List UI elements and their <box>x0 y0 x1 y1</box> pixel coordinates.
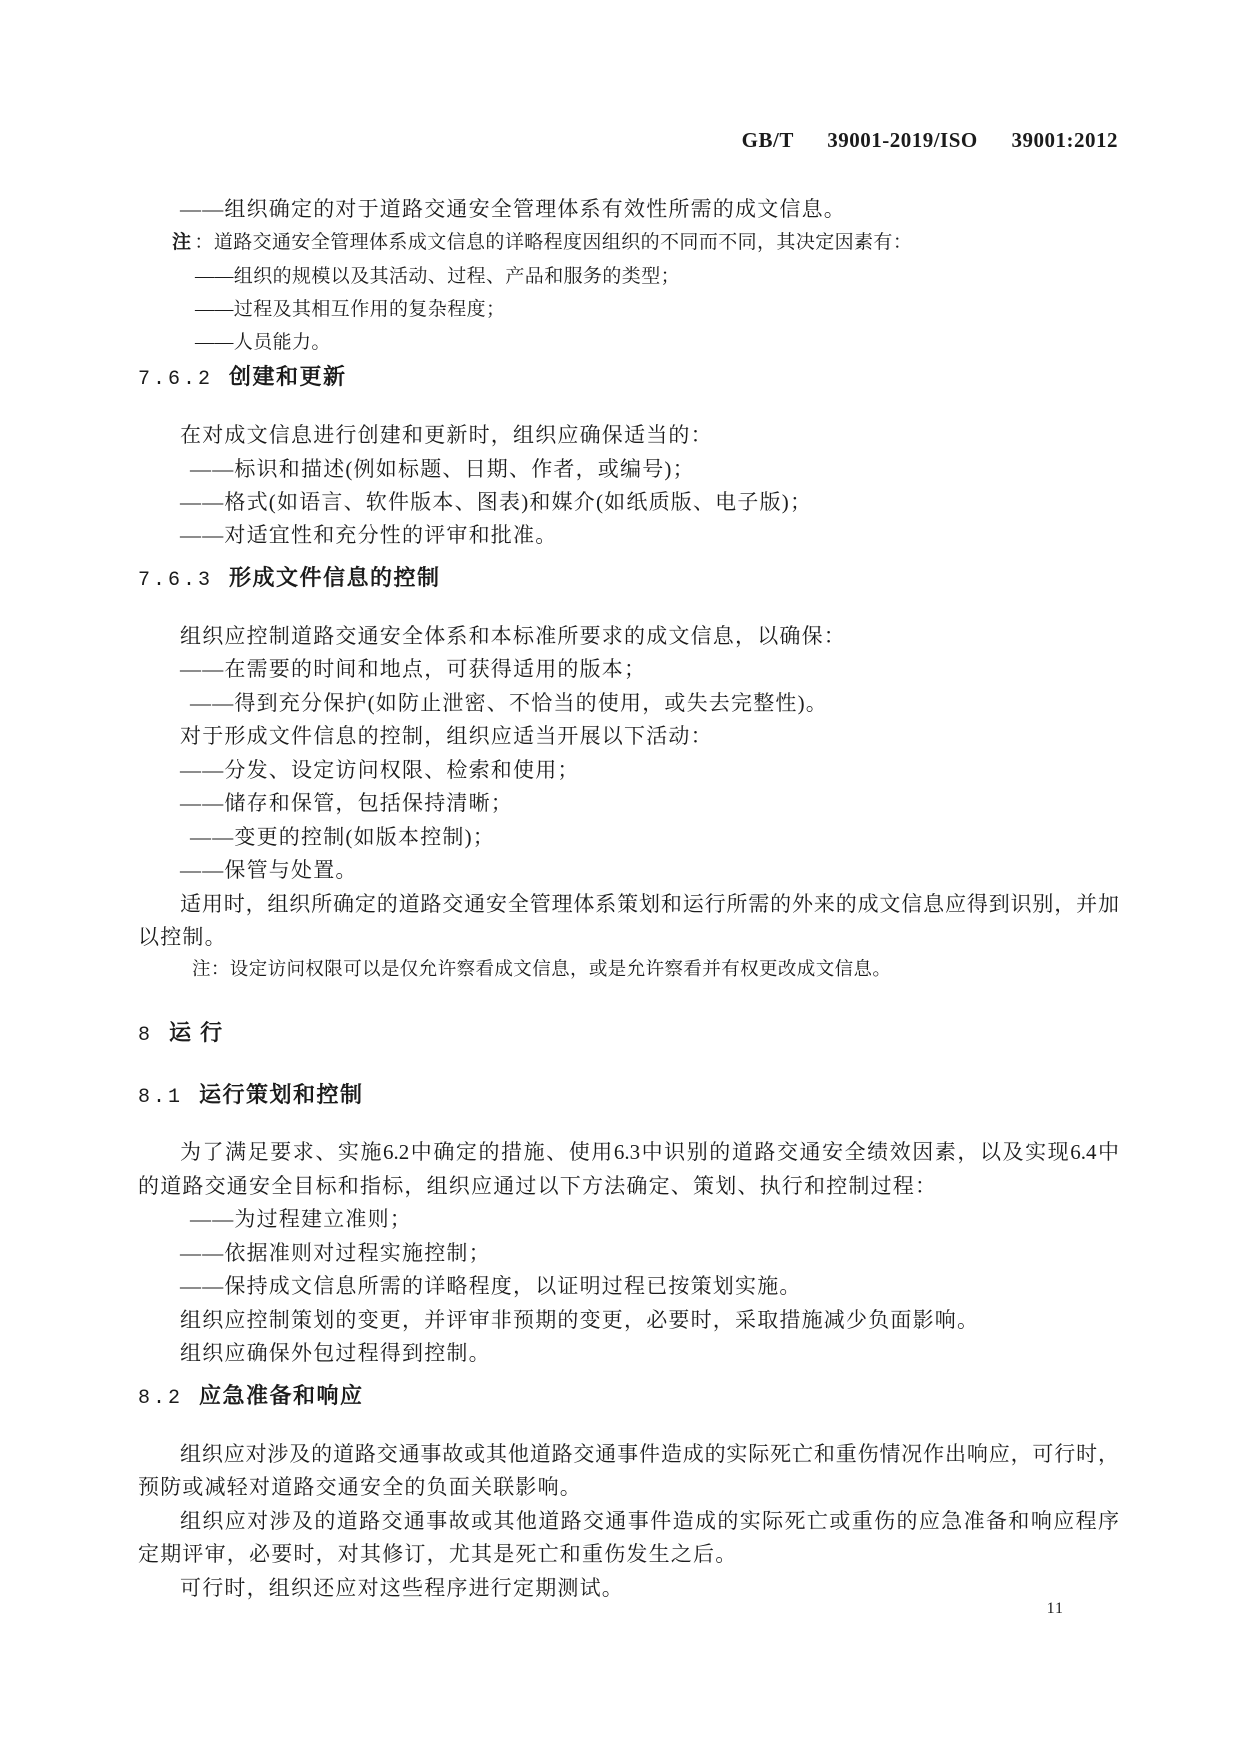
paragraph-line: 可行时，组织还应对这些程序进行定期测试。 <box>180 1576 624 1600</box>
note-label: 注 <box>172 232 192 253</box>
chapter-heading-8 <box>138 1019 224 1050</box>
list-item: ——为过程建立准则； <box>190 1207 412 1231</box>
section-heading-7-6-2 <box>138 363 347 394</box>
standard-code-number: 39001-2019/ISO <box>827 128 978 152</box>
section-number: 7.6.2 <box>138 368 214 391</box>
section-heading-8-1 <box>138 1081 364 1112</box>
list-item: ——保管与处置。 <box>180 858 358 882</box>
paragraph-line: 适用时，组织所确定的道路交通安全管理体系策划和运行所需的外来的成文信息应得到识别，并加 <box>180 892 1119 916</box>
paragraph-line: 组织应确保外包过程得到控制。 <box>180 1341 491 1365</box>
paragraph-line: 在对成文信息进行创建和更新时，组织应确保适当的： <box>180 423 713 447</box>
note-colon: ： <box>194 232 214 253</box>
section-title: 应急准备和响应 <box>199 1383 364 1408</box>
paragraph-line: 组织应控制道路交通安全体系和本标准所要求的成文信息，以确保： <box>180 624 846 648</box>
list-item: ——分发、设定访问权限、检索和使用； <box>180 758 580 782</box>
paragraph-line: 对于形成文件信息的控制，组织应适当开展以下活动： <box>180 724 713 748</box>
section-number: 7.6.3 <box>138 569 214 592</box>
paragraph-line: 组织应对涉及的道路交通事故或其他道路交通事件造成的实际死亡或重伤的应急准备和响应程序 <box>180 1509 1119 1533</box>
list-item: ——对适宜性和充分性的评审和批准。 <box>180 523 558 547</box>
section-number: 8.2 <box>138 1387 184 1410</box>
standard-code-iso: 39001:2012 <box>1011 128 1118 152</box>
paragraph-line: 以控制。 <box>138 925 227 949</box>
chapter-title: 运 行 <box>169 1020 224 1045</box>
note-list-item: ——人员能力。 <box>195 332 331 353</box>
section-title: 创建和更新 <box>229 364 347 389</box>
list-item: ——在需要的时间和地点，可获得适用的版本； <box>180 657 647 681</box>
section-heading-7-6-3 <box>138 564 441 595</box>
list-item: ——储存和保管，包括保持清晰； <box>180 791 513 815</box>
standard-code-gbt: GB/T <box>741 128 794 152</box>
paragraph-line: 定期评审，必要时，对其修订，尤其是死亡和重伤发生之后。 <box>138 1542 738 1566</box>
list-item: ——变更的控制(如版本控制)； <box>190 825 495 849</box>
paragraph-line: 组织应控制策划的变更，并评审非预期的变更，必要时，采取措施减少负面影响。 <box>180 1308 980 1332</box>
page-header-standard-number <box>742 128 1118 153</box>
paragraph-line: 的道路交通安全目标和指标，组织应通过以下方法确定、策划、执行和控制过程： <box>138 1174 938 1198</box>
section-title: 运行策划和控制 <box>199 1082 364 1107</box>
note-line <box>172 229 912 257</box>
list-item: ——得到充分保护(如防止泄密、不恰当的使用，或失去完整性)。 <box>190 691 828 715</box>
list-item: ——依据准则对过程实施控制； <box>180 1241 491 1265</box>
chapter-number: 8 <box>138 1024 154 1047</box>
note-list-item: ——过程及其相互作用的复杂程度； <box>195 299 506 320</box>
section-number: 8.1 <box>138 1086 184 1109</box>
note-text: 道路交通安全管理体系成文信息的详略程度因组织的不同而不同，其决定因素有： <box>213 232 913 253</box>
list-item: ——标识和描述(例如标题、日期、作者，或编号)； <box>190 457 695 481</box>
section-title: 形成文件信息的控制 <box>229 565 441 590</box>
paragraph-line: 组织应对涉及的道路交通事故或其他道路交通事件造成的实际死亡和重伤情况作出响应，可行时， <box>180 1442 1119 1466</box>
paragraph-line: 为了满足要求、实施6.2中确定的措施、使用6.3中识别的道路交通安全绩效因素，以及实现6.4中 <box>180 1140 1119 1164</box>
note-list-item: ——组织的规模以及其活动、过程、产品和服务的类型； <box>195 266 681 287</box>
note-line: 注：设定访问权限可以是仅允许察看成文信息，或是允许察看并有权更改成文信息。 <box>192 960 892 980</box>
section-heading-8-2 <box>138 1382 364 1413</box>
paragraph-line: 预防或减轻对道路交通安全的负面关联影响。 <box>138 1475 582 1499</box>
page-number: 11 <box>1046 1600 1064 1617</box>
list-item: ——格式(如语言、软件版本、图表)和媒介(如纸质版、电子版)； <box>180 490 813 514</box>
list-item: ——保持成文信息所需的详略程度，以证明过程已按策划实施。 <box>180 1274 802 1298</box>
list-item: ——组织确定的对于道路交通安全管理体系有效性所需的成文信息。 <box>180 197 846 221</box>
